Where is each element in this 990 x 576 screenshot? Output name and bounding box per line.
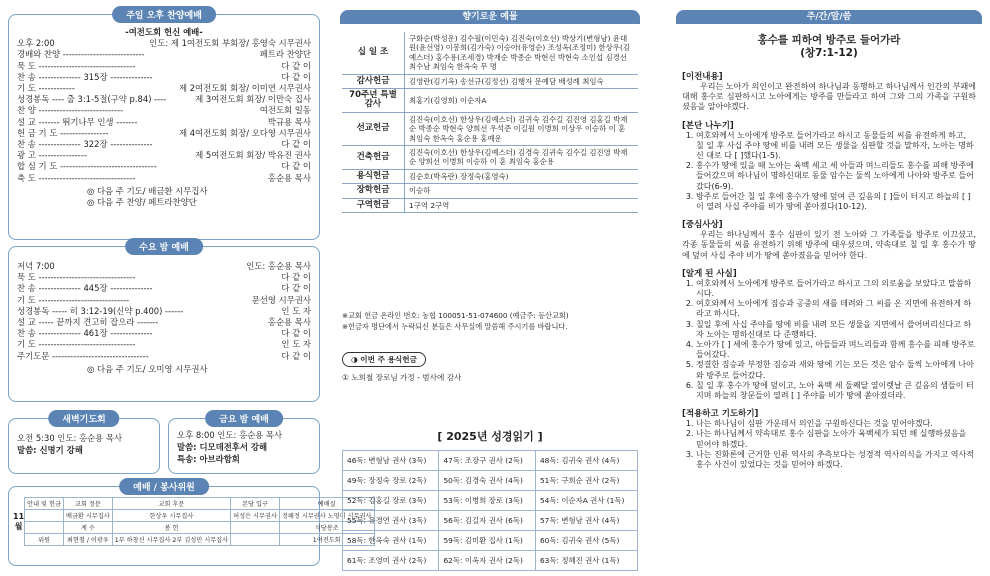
list-item: 6. 칠 일 후 홍수가 땅에 덮이고, 노아 육백 세 둘째달 열이렛날 큰 깊음의 샘들이 터지며 하늘의 창문들이 열려 [ ] 주야를 비가 땅에 쏟아졌더라. <box>696 381 976 401</box>
apply-pray-heading: [적용하고 기도하기] <box>682 409 759 420</box>
table-row <box>25 534 374 546</box>
order-leader: 다 같 이 <box>281 283 311 294</box>
order-item: 기 도 -------------------------------- <box>17 339 136 350</box>
order-item: 찬 송 -------------- 322장 -------------- <box>17 139 153 150</box>
table-cell: 교회 후문 <box>112 498 230 510</box>
worship-panel <box>8 6 372 568</box>
friday-worship-header: 금요 밤 예배 <box>205 410 283 427</box>
friday-worship-box <box>168 415 320 474</box>
dawn-prayer-sermon: 말씀: 신명기 강해 <box>17 445 83 455</box>
order-leader: 인도: 제 1여전도회 부회장/ 홍영숙 시무권사 <box>149 38 311 49</box>
order-item: 주기도문 -------------------------------- <box>17 350 149 361</box>
offering-account-note: ※교회 헌금 온라인 번호: 농협 100051-51-074600 (예금주: 등산교회) <box>342 311 569 320</box>
table-cell <box>231 522 280 534</box>
order-row <box>17 173 311 184</box>
reading-cell: 52독: 김홍길 장로 (3독) <box>343 491 439 511</box>
friday-worship-time: 오후 8:00 인도: 홍순용 목사 <box>177 430 283 440</box>
order-item: 축 도 -------------------------------- <box>17 172 136 183</box>
order-leader: 다 같 이 <box>281 60 311 71</box>
reading-cell: 53독: 이병희 장로 (3독) <box>439 491 535 511</box>
table-cell: 한상우 시무집사 <box>112 510 230 522</box>
reading-cell: 62독: 이옥자 권사 (2독) <box>439 551 535 571</box>
order-leader: 여전도회 일동 <box>259 105 311 116</box>
central-thought-heading: [중심사상] <box>682 220 723 231</box>
offering-names: 최홍기(김영희) 이순자A <box>409 95 487 105</box>
table-cell: 허성은 시무권사 <box>231 510 280 522</box>
sunday-next-praise: ◎ 다음 주 찬양/ 페트라찬양단 <box>87 197 197 208</box>
offering-category: 70주년 특별감사 <box>342 89 405 113</box>
order-row <box>17 161 311 172</box>
order-item: 찬 송 -------------- 461장 -------------- <box>17 328 153 339</box>
offering-table <box>342 32 638 213</box>
order-leader: 페트라 찬양단 <box>259 49 311 60</box>
service-staff-header: 예배 / 봉사위원 <box>119 478 209 495</box>
sunday-worship-box <box>8 11 320 240</box>
dawn-prayer-time: 오전 5:30 인도: 홍순용 목사 <box>17 433 123 443</box>
order-leader: 다 같 이 <box>281 272 311 283</box>
service-staff-box <box>8 483 372 566</box>
friday-worship-sermon: 말씀: 디모데전후서 강해 <box>177 442 268 452</box>
order-item: 저녁 7:00 <box>17 261 55 271</box>
service-staff-table <box>24 497 374 546</box>
offering-category: 감사헌금 <box>342 74 405 88</box>
order-leader: 인 도 자 <box>281 305 311 316</box>
weekly-word-header: 주/간/말/씀 <box>676 10 982 24</box>
order-row <box>17 49 311 60</box>
table-cell <box>25 510 64 522</box>
bible-reading-title: [ 2025년 성경읽기 ] <box>437 430 543 443</box>
reading-cell: 63독: 정혜진 권사 (1독) <box>535 551 637 571</box>
table-cell: 정혜정 시무권사 노영미 시무권사 <box>279 510 374 522</box>
list-item: 3. 방주로 들어간 칠 일 후에 홍수가 땅에 덮여 큰 깊음의 [ ]들이 터지고 하늘의 [ ]이 열려 사십 주야를 비가 땅에 쏟아졌다(10-12). <box>696 192 976 212</box>
offering-category: 구역헌금 <box>342 198 405 212</box>
order-item: 찬 송 -------------- 315장 -------------- <box>17 71 153 82</box>
table-cell: 본당 입구 <box>231 498 280 510</box>
list-item: 1. 여호와께서 노아에게 방주로 들어가라고 하시고 그의 의로움을 보았다고 말씀하시다. <box>696 279 976 299</box>
order-row <box>17 328 311 339</box>
sunday-worship-title: -여전도회 헌신 예배- <box>125 27 203 37</box>
order-row <box>17 117 311 128</box>
table-cell <box>25 522 64 534</box>
table-row <box>343 491 638 511</box>
table-cell: 식당봉조 <box>279 522 374 534</box>
offering-names: 구화순(박성운) 김수필(이민숙) 김진숙(이호선) 박상기(변형남) 윤대원(윤선영) 이봉희(김가숙) 이승아(유영순) 조성옥(조정미) 한상우(김예스더) 홍수용(조세경) 박재순 박종순 박현선 박현숙 소인섭 심경선 최수남 최임숙 한옥숙 무 명 <box>409 34 630 72</box>
table-cell: 예배실 <box>279 498 374 510</box>
order-leader: 다 같 이 <box>281 328 311 339</box>
offering-category: 장학헌금 <box>342 184 405 198</box>
offering-header: 향기로운 예물 <box>340 10 640 24</box>
order-leader: 제 5여전도회 회장/ 박유진 권사 <box>195 150 311 161</box>
order-row <box>17 83 311 94</box>
table-cell: 최현철 / 이광우 <box>63 534 112 546</box>
list-item: 3. 나는 진화론에 근거한 인류 역사의 추측보다는 성경적 역사의식을 가지고 역사적 홍수 사건이 있었다는 것을 믿어야 하겠다. <box>696 450 976 470</box>
order-leader: 인도: 홍순용 목사 <box>246 261 311 271</box>
table-row <box>25 498 374 510</box>
central-thought-text: 우리는 하나님께서 홍수 심판이 있기 전 노아와 그 가족들을 방주로 이끄셨고, 각종 동물들의 씨를 유전하기 위해 방주에 태우셨으며, 약속대로 칠 일 후 홍수가 땅에 덮여 사십 주야 비가 땅에 쏟아졌음을 믿어야 한다. <box>682 230 976 260</box>
wednesday-next-prayer: ◎ 다음 주 기도/ 오미영 시무권사 <box>87 363 208 374</box>
list-item: 5. 정결한 짐승과 부정한 짐승과 새와 땅에 기는 모든 것은 암수 둘씩 노아에게 나아와 방주로 들어갔다. <box>696 360 976 380</box>
reading-cell: 46독: 변형남 권사 (3독) <box>343 451 439 471</box>
facts-learned-list <box>682 279 976 401</box>
list-item: 2. 홍수가 땅에 있을 때 노아는 육백 세고 세 아들과 며느리들도 홍수를 피해 방주에 들어갔으며 하나님이 명하신대로 동물 암수는 둘씩 노아에게 나아와 방주로 들어갔다(6-9). <box>696 161 976 192</box>
offering-names: 이승하 <box>409 186 431 196</box>
weekly-word-reference: (창7:1-12) <box>800 47 858 59</box>
offering-names: 김순호(박옥란) 장정숙(홍영숙) <box>409 171 509 181</box>
offering-category: 십 일 조 <box>342 32 405 74</box>
order-row <box>17 272 311 283</box>
reading-cell: 50독: 김경숙 권사 (4독) <box>439 471 535 491</box>
reading-cell: 49독: 장정숙 장로 (2독) <box>343 471 439 491</box>
order-item: 찬 양 ---------------------------- <box>17 105 124 116</box>
order-row <box>17 139 311 150</box>
order-leader: 제 2여전도회 회장/ 이미연 시무권사 <box>178 83 311 94</box>
table-cell <box>231 534 280 546</box>
reading-cell: 57독: 변형남 권사 (4독) <box>535 511 637 531</box>
reading-cell: 55독: 유경연 권사 (3독) <box>343 511 439 531</box>
order-item: 성경봉독 ----- 히 3:12-19(신약 p.400) ------ <box>17 305 184 316</box>
order-item: 광 고 ---------------- <box>17 150 87 161</box>
offering-row <box>342 184 638 198</box>
bible-reading-table <box>342 450 638 571</box>
order-item: 묵 도 -------------------------------- <box>17 272 136 283</box>
offering-row <box>342 169 638 183</box>
reading-cell: 51독: 구희순 권사 (2독) <box>535 471 637 491</box>
order-row <box>17 317 311 328</box>
table-cell: 1여전도회 <box>279 534 374 546</box>
order-leader: 제 3여전도회 회장/ 이만숙 집사 <box>195 94 311 105</box>
order-leader: 다 같 이 <box>281 139 311 150</box>
order-row <box>17 105 311 116</box>
list-item: 1. 나는 하나님이 심판 가운데서 의인을 구원하신다는 것을 믿어야겠다. <box>696 419 976 429</box>
reading-cell: 56독: 김길자 권사 (6독) <box>439 511 535 531</box>
order-row <box>17 339 311 350</box>
weekly-word-panel <box>676 6 982 568</box>
offering-category: 용식헌금 <box>342 169 405 183</box>
order-item: 묵 도 -------------------------------- <box>17 60 136 71</box>
list-item: 3. 칠일 후에 사십 주야를 땅에 비를 내려 모든 생물을 지면에서 쓸어버리신다고 하자 노아는 명하신대로 다 준행하다. <box>696 320 976 340</box>
order-row <box>17 295 311 306</box>
order-row <box>17 128 311 139</box>
order-item: 기 도 ------------ <box>17 83 75 94</box>
table-row <box>343 511 638 531</box>
sunday-worship-header: 주일 오후 찬양예배 <box>112 6 216 23</box>
sunday-next-prayer: ◎ 다음 주 기도/ 배금환 시무집사 <box>87 185 208 196</box>
offering-row <box>342 198 638 212</box>
reading-cell: 59독: 김미환 집사 (1독) <box>439 531 535 551</box>
order-row <box>17 351 311 362</box>
order-leader: 홍순용 목사 <box>267 172 311 183</box>
table-row <box>343 471 638 491</box>
list-item: 2. 여호와께서 노아에게 짐승과 공중의 새를 데려와 그 씨를 온 지면에 유전하게 하라고 하시다. <box>696 299 976 319</box>
order-item: 오후 2:00 <box>17 38 55 49</box>
service-month: 11 월 <box>13 511 25 531</box>
table-cell: 계 수 <box>63 522 112 534</box>
offering-names: 1구역 2구역 <box>409 200 450 210</box>
table-cell: 교회 정문 <box>63 498 112 510</box>
order-item: 설 교 ----- 끝까지 견고히 잡으라 ------- <box>17 317 159 328</box>
previous-content-text: 우리는 노아가 의인이고 완전하여 하나님과 동행하고 하나님께서 인간의 부패에 대해 홍수로 심판하시고 노아에게는 방주를 만들라고 하여 그와 그의 가족을 구원하셨음을 알아야겠다. <box>682 82 976 112</box>
memorial-offering-text: ① 노희철 장로님 가정 - 범사에 감사 <box>342 373 462 382</box>
order-leader: 다 같 이 <box>281 71 311 82</box>
weekly-word-title: 홍수를 피하여 방주로 들어가라 <box>757 34 901 46</box>
order-leader: 제 4여전도회 회장/ 오다영 시무권사 <box>178 127 311 138</box>
offering-panel <box>340 6 640 568</box>
list-item: 4. 노아가 [ ] 세에 홍수가 땅에 있고, 아들들과 며느리들과 함께 홍수를 피해 방주로 들어갔다. <box>696 340 976 360</box>
order-row <box>17 283 311 294</box>
order-item: 찬 송 -------------- 445장 -------------- <box>17 283 153 294</box>
order-leader: 다 같 이 <box>281 350 311 361</box>
wednesday-worship-header: 수요 밤 예배 <box>125 238 203 255</box>
offering-names: 김진숙(이호선) 한상우(김예스더) 김경숙 김귀숙 김수길 김진영 박재순 양희선 이병희 이승하 이 훈 최임숙 홍순용 <box>409 148 628 167</box>
order-row <box>17 72 311 83</box>
reading-cell: 48독: 김귀숙 권사 (4독) <box>535 451 637 471</box>
table-row <box>343 551 638 571</box>
list-item: 1. 여호와께서 노아에게 방주로 들어가라고 하시고 동물들의 씨를 유전하게 하고, 칠 일 후 사십 주야 땅에 비를 내려 모든 생물을 심판할 것을 말하자, 노아는 명하신 대로 다 [ ]했다(1-5). <box>696 131 976 162</box>
order-leader: 박규용 목사 <box>267 116 311 127</box>
reading-cell: 47독: 조장구 권사 (2독) <box>439 451 535 471</box>
offering-row <box>342 146 638 170</box>
order-row <box>17 306 311 317</box>
table-row <box>343 531 638 551</box>
passage-division-list <box>682 131 976 213</box>
order-item: 경배와 찬양 --------------------------- <box>17 49 145 60</box>
table-row <box>343 451 638 471</box>
order-leader: 인 도 자 <box>281 339 311 350</box>
dawn-prayer-header: 새벽기도회 <box>48 410 119 427</box>
list-item: 2. 나는 하나님께서 약속대로 홍수 심판을 노아가 육백세가 되던 해 실행하셨음을 믿어야 하겠다. <box>696 429 976 449</box>
table-cell: 안내 및 헌금 <box>25 498 64 510</box>
offering-row <box>342 32 638 74</box>
table-row <box>25 510 374 522</box>
order-row <box>17 61 311 72</box>
order-leader: 문선영 시무권사 <box>251 294 311 305</box>
offering-category: 건축헌금 <box>342 146 405 170</box>
table-cell: 배금환 시무집사 <box>63 510 112 522</box>
offering-row <box>342 112 638 145</box>
order-leader: 다 같 이 <box>281 161 311 172</box>
order-row <box>17 150 311 161</box>
order-item: 헌 금 기 도 ---------------- <box>17 127 109 138</box>
table-cell: 봉 헌 <box>112 522 230 534</box>
offering-names: 김진숙(이호선) 한상우(김예스더) 김귀숙 김수길 김진영 김홍길 박재순 박종순 박현숙 양희선 우석준 이길원 이병희 이상우 이승하 이 훈 최임숙 한옥숙 홍순용 홍예운 <box>409 114 628 143</box>
apply-pray-list <box>682 419 976 470</box>
offering-missing-note: ※헌금자 명단에서 누락되신 분들은 사무실에 말씀해 주시기를 바랍니다. <box>342 322 568 331</box>
order-row <box>17 261 311 272</box>
facts-learned-heading: [알게 된 사실] <box>682 268 737 279</box>
order-row <box>17 38 311 49</box>
order-item: 설 교 ------- 뛰기나무 인생 ------- <box>17 116 138 127</box>
table-cell: 1부 하창신 시무집사 2부 김성민 시무집사 <box>112 534 230 546</box>
reading-cell: 58독: 한옥숙 권사 (1독) <box>343 531 439 551</box>
order-leader: 홍순용 목사 <box>267 317 311 328</box>
reading-cell: 60독: 김귀숙 권사 (5독) <box>535 531 637 551</box>
memorial-offering-label: ◑ 이번 주 용식헌금 <box>342 352 426 367</box>
passage-division-heading: [본단 나누기] <box>682 120 734 131</box>
offering-names: 김영란(김기옥) 송선규(김정선) 김행자 문예담 배성례 최임숙 <box>409 76 604 86</box>
dawn-prayer-box <box>8 415 160 474</box>
table-cell: 위원 <box>25 534 64 546</box>
table-row <box>25 522 374 534</box>
order-item: 기 도 ------------------------------ <box>17 294 130 305</box>
friday-worship-special: 특송: 아브라함회 <box>177 454 240 464</box>
order-item: 성경봉독 ---- 출 3:1-5절(구약 p.84) ---- <box>17 94 167 105</box>
offering-row <box>342 74 638 88</box>
reading-cell: 54독: 이순자A 권사 (1독) <box>535 491 637 511</box>
reading-cell: 61독: 조영미 권사 (2독) <box>343 551 439 571</box>
order-row <box>17 94 311 105</box>
offering-row <box>342 89 638 113</box>
previous-content-heading: [이전내용] <box>682 72 723 82</box>
offering-notes <box>342 310 638 332</box>
offering-category: 선교헌금 <box>342 112 405 145</box>
order-item: 합 심 기 도 -------------------------------- <box>17 161 157 172</box>
wednesday-worship-box <box>8 243 320 402</box>
